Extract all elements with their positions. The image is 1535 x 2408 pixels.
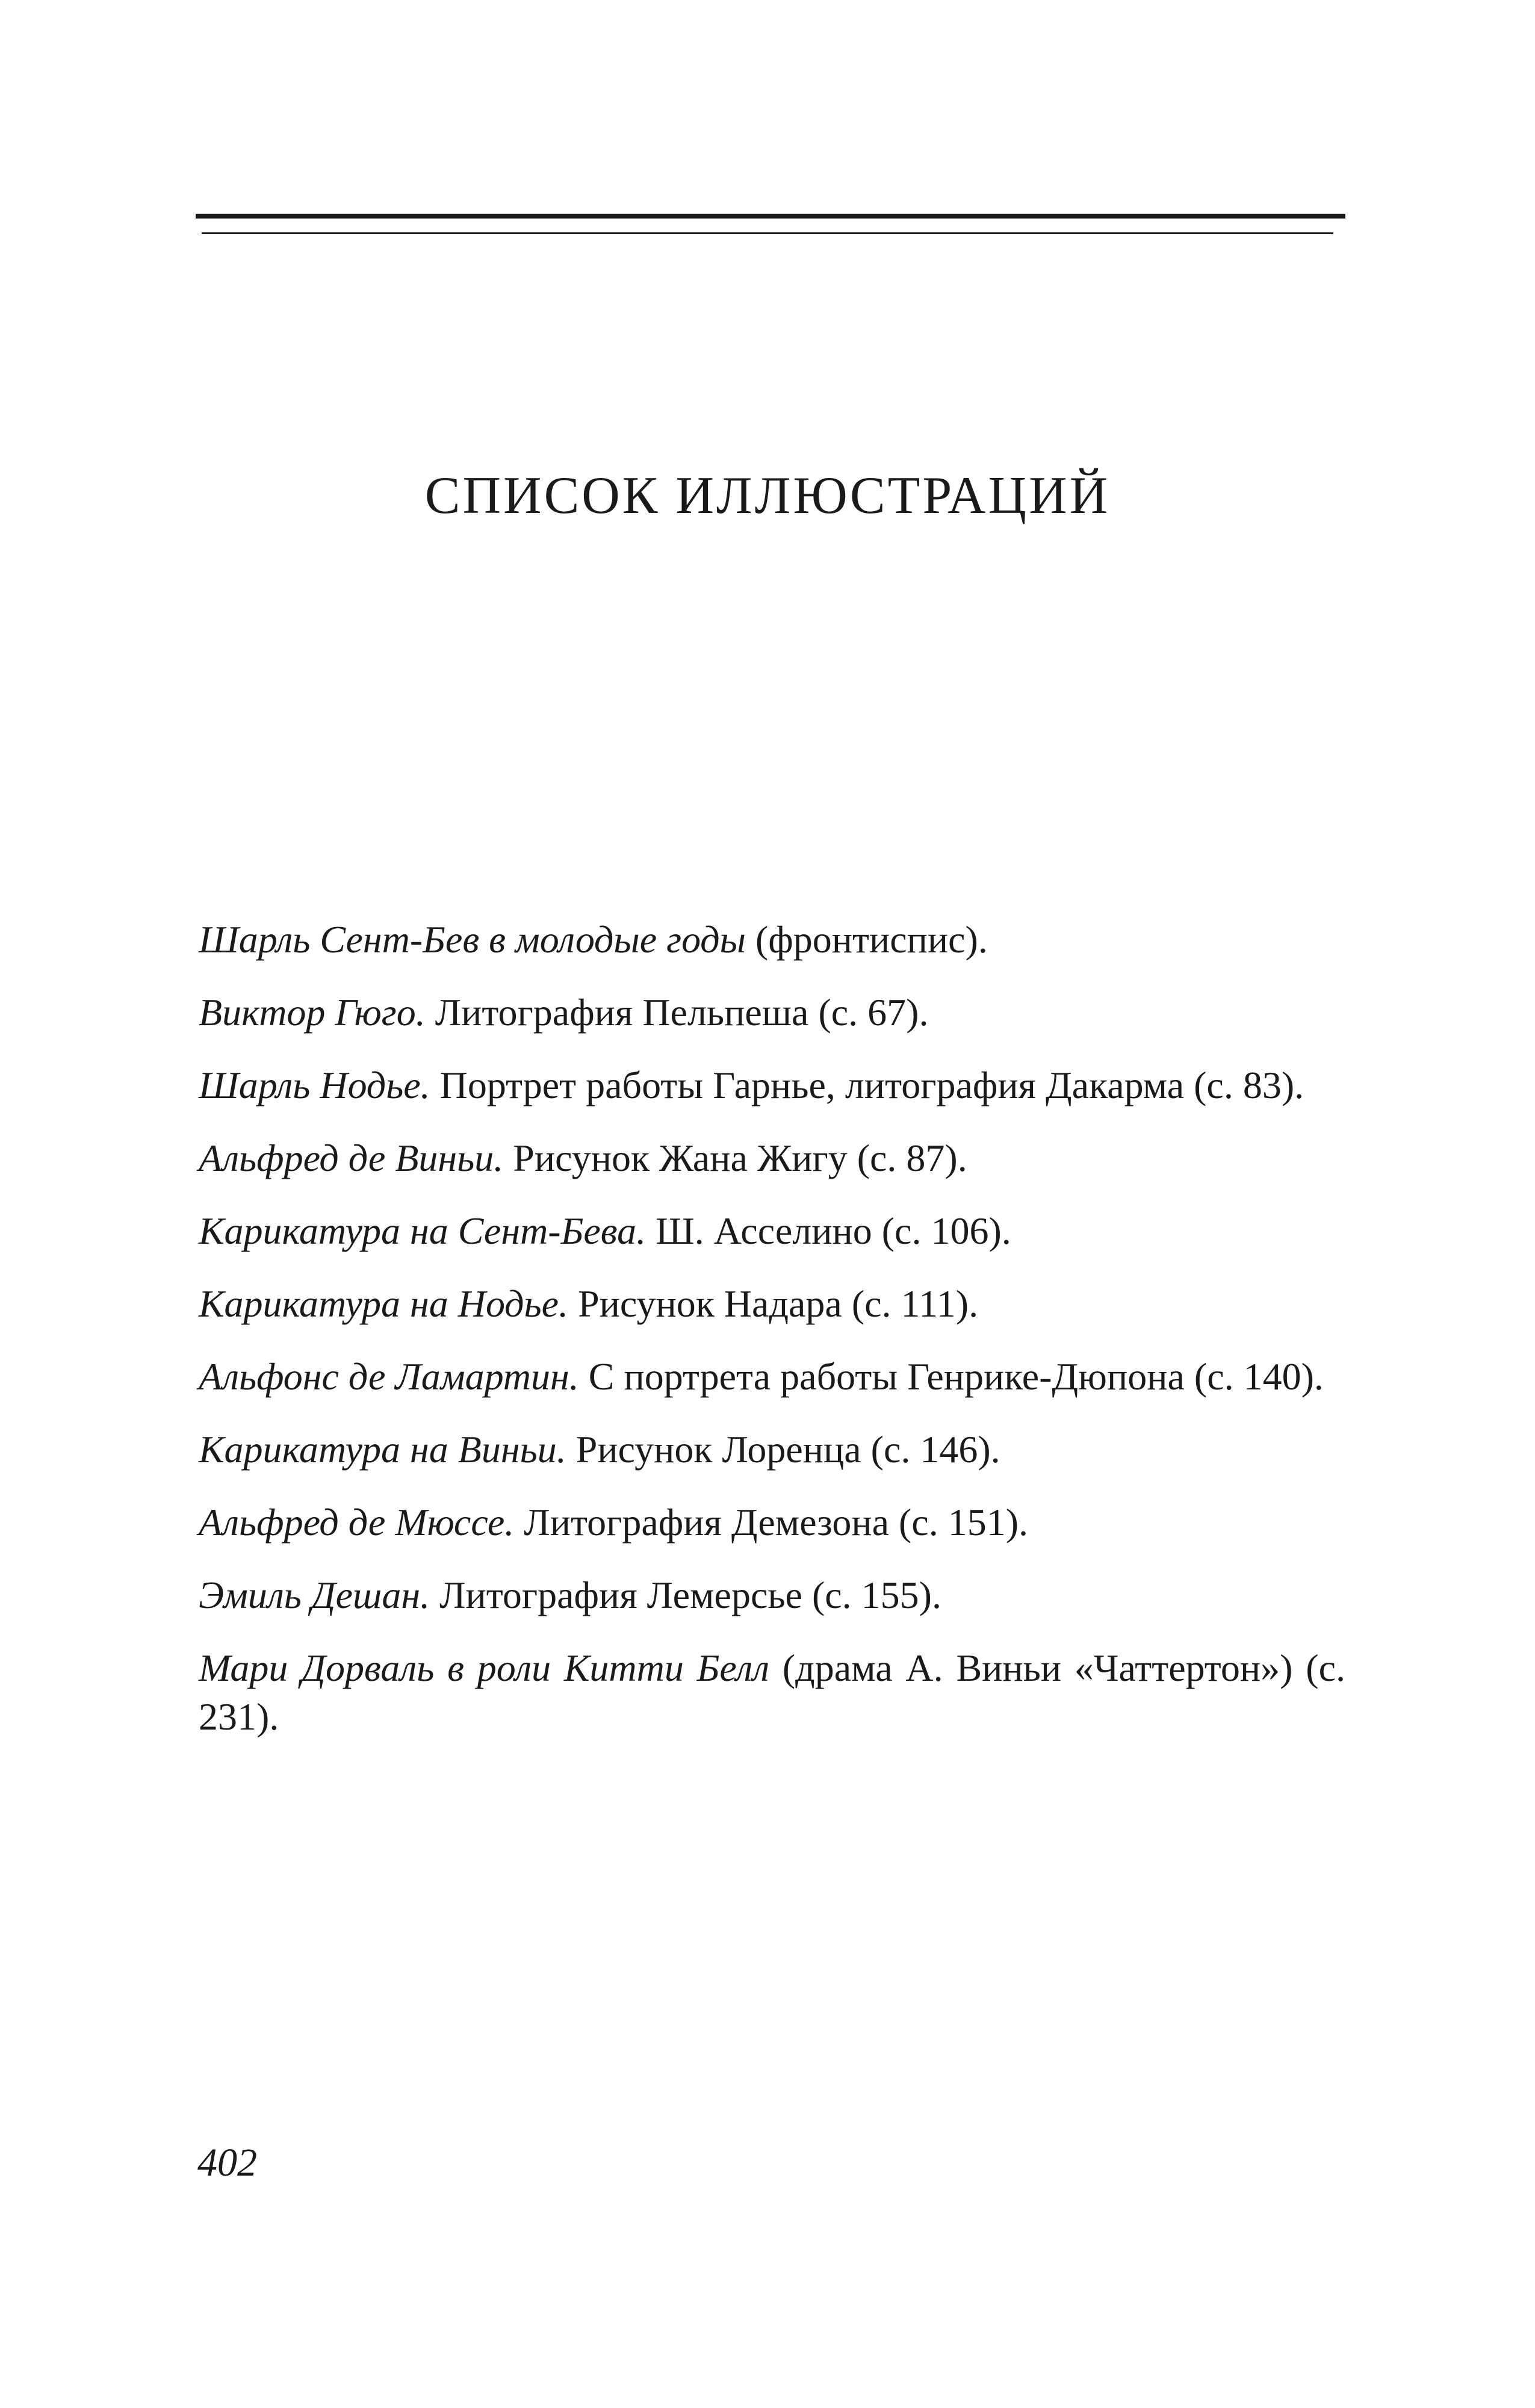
entry-subject: Мари Дорваль в роли Китти Белл: [199, 1646, 770, 1689]
list-item: [199, 1061, 1345, 1109]
entry-detail: Литография Лемерсье (с. 155).: [439, 1574, 941, 1616]
list-item: [199, 1206, 1345, 1255]
entry-subject: Карикатура на Нодье.: [199, 1282, 569, 1325]
list-item: [199, 915, 1345, 964]
entry-detail: Литография Пельпеша (с. 67).: [435, 991, 929, 1034]
header-rule-thick: [196, 214, 1345, 219]
entry-detail: Литография Демезона (с. 151).: [524, 1501, 1028, 1544]
list-item: [199, 1425, 1345, 1474]
entry-detail: Рисунок Лоренца (с. 146).: [575, 1428, 1000, 1471]
list-item: [199, 1498, 1345, 1547]
entry-detail: (драма А. Виньи «Чаттертон») (с. 231).: [199, 1646, 1346, 1738]
entry-subject: Альфред де Виньи.: [199, 1137, 504, 1179]
entry-detail: Портрет работы Гарнье, литография Дакарма (с. 83).: [439, 1064, 1304, 1106]
entry-detail: С портрета работы Генрике-Дюпона (с. 140).: [588, 1355, 1324, 1398]
entry-detail: Ш. Асселино (с. 106).: [656, 1209, 1011, 1252]
list-item: [199, 988, 1345, 1037]
entry-subject: Карикатура на Сент-Бева.: [199, 1209, 647, 1252]
entry-detail: Рисунок Надара (с. 111).: [578, 1282, 979, 1325]
entry-subject: Карикатура на Виньи.: [199, 1428, 566, 1471]
header-rule-thin: [202, 232, 1333, 234]
list-item: [199, 1643, 1345, 1741]
entry-subject: Виктор Гюго.: [199, 991, 426, 1034]
entry-detail: Рисунок Жана Жигу (с. 87).: [513, 1137, 967, 1179]
page-number: 402: [197, 2141, 257, 2185]
list-item: [199, 1279, 1345, 1328]
list-item: [199, 1571, 1345, 1619]
entry-subject: Шарль Сент-Бев в молодые годы: [199, 918, 746, 961]
illustration-list: [199, 915, 1345, 1765]
entry-subject: Эмиль Дешан.: [199, 1574, 430, 1616]
entry-subject: Альфред де Мюссе.: [199, 1501, 515, 1544]
page-title: СПИСОК ИЛЛЮСТРАЦИЙ: [424, 467, 1111, 525]
entry-detail: (фронтиспис).: [755, 918, 988, 961]
list-item: [199, 1134, 1345, 1182]
list-item: [199, 1352, 1345, 1401]
entry-subject: Шарль Нодье.: [199, 1064, 430, 1106]
entry-subject: Альфонс де Ламартин.: [199, 1355, 579, 1398]
